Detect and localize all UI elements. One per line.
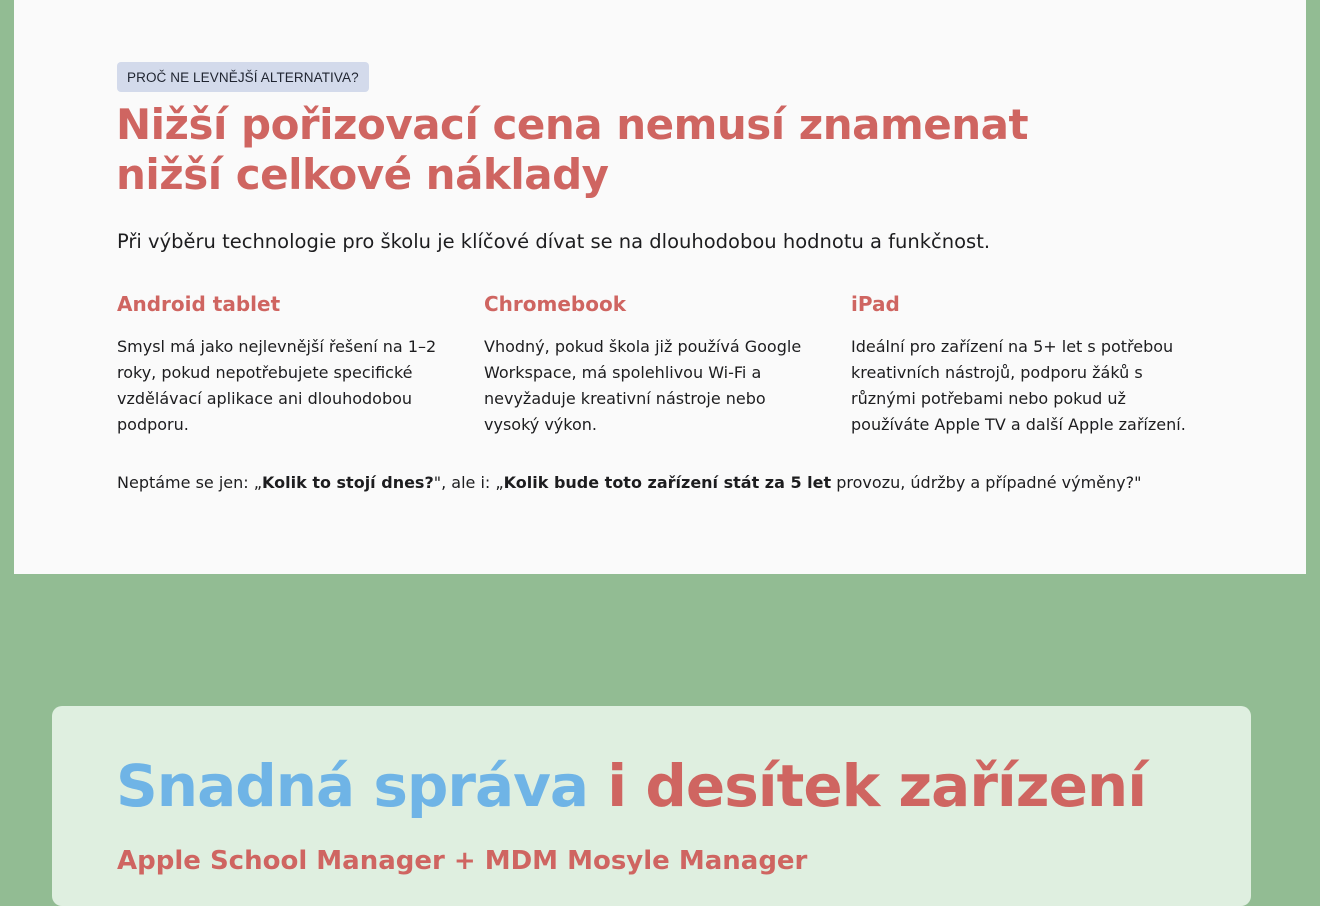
question-bold-today: Kolik to stojí dnes?	[262, 473, 434, 492]
question-part: provozu, údržby a případné výměny?"	[831, 473, 1142, 492]
option-title: Chromebook	[484, 292, 627, 316]
section-headline: Nižší pořizovací cena nemusí znamenat nižší celkové náklady	[116, 100, 1029, 199]
card-subtitle: Apple School Manager + MDM Mosyle Manager	[117, 846, 808, 876]
question-part: ", ale i: „	[433, 473, 504, 492]
key-question-text	[117, 471, 1217, 495]
question-part: Neptáme se jen: „	[117, 473, 263, 492]
option-ipad	[851, 292, 1201, 438]
section-lead-text: Při výběru technologie pro školu je klíčové dívat se na dlouhodobou hodnotu a funkčnost.	[117, 230, 991, 253]
card-title-red: i desítek zařízení	[588, 752, 1147, 820]
option-title: Android tablet	[117, 292, 281, 316]
option-description: Smysl má jako nejlevnější řešení na 1–2 roky, pokud nepotřebujete specifické vzdělávací aplikace ani dlouhodobou podporu.	[117, 337, 437, 434]
option-android-tablet	[117, 292, 457, 438]
card-title	[116, 754, 1146, 818]
option-title: iPad	[851, 292, 900, 316]
section-eyebrow-badge: PROČ NE LEVNĚJŠÍ ALTERNATIVA?	[117, 62, 369, 92]
option-description: Ideální pro zařízení na 5+ let s potřebou kreativních nástrojů, podporu žáků s různými potřebami nebo pokud už používáte Apple TV a další Apple zařízení.	[851, 337, 1186, 434]
device-management-card	[52, 706, 1251, 906]
card-title-blue: Snadná správa	[116, 752, 589, 820]
cost-comparison-section	[14, 0, 1306, 574]
option-chromebook	[484, 292, 824, 438]
option-description: Vhodný, pokud škola již používá Google Workspace, má spolehlivou Wi-Fi a nevyžaduje kreativní nástroje nebo vysoký výkon.	[484, 337, 802, 434]
question-bold-five-years: Kolik bude toto zařízení stát za 5 let	[503, 473, 832, 492]
